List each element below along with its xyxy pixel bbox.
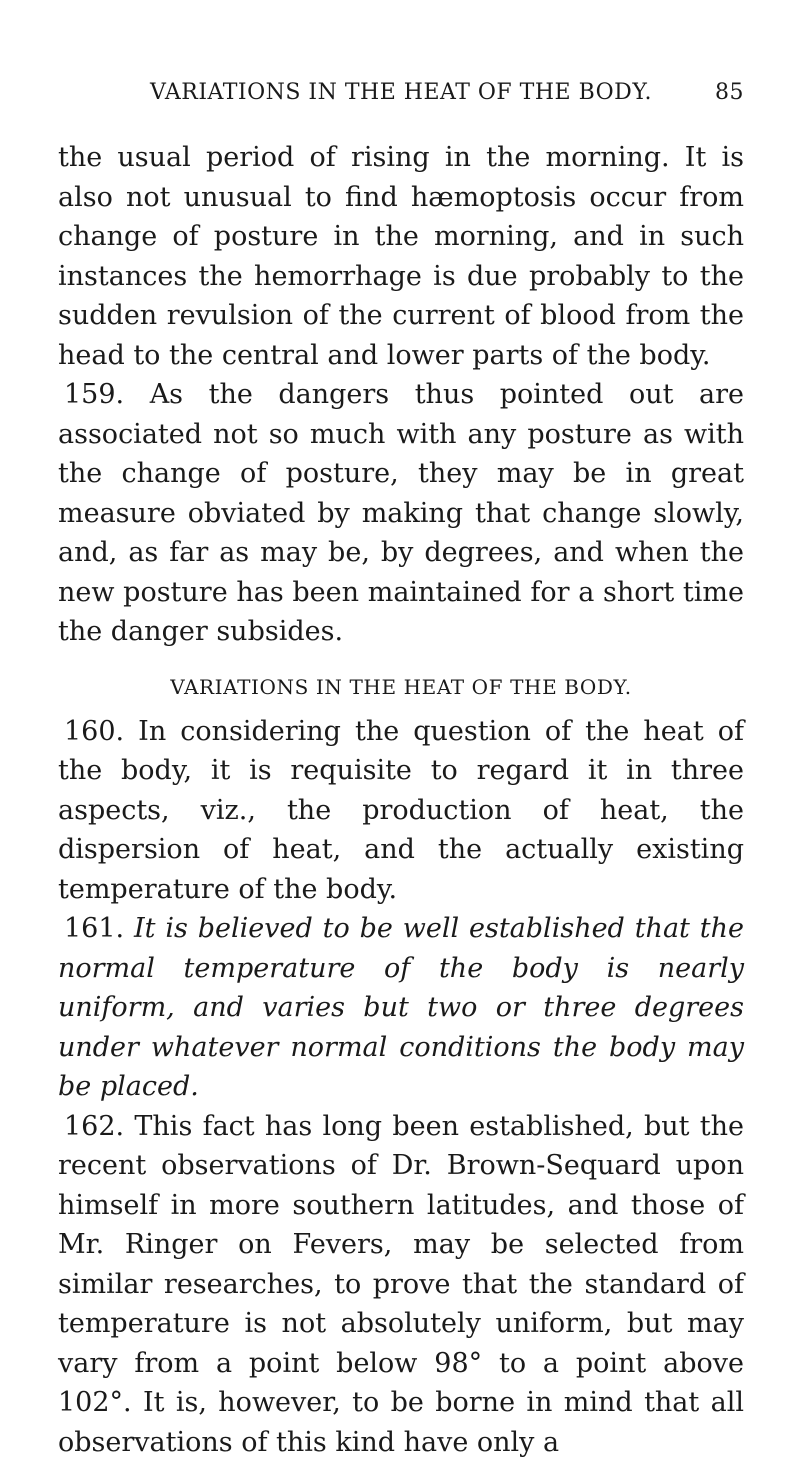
paragraph-number: 161. [64, 913, 124, 944]
paragraph-text: As the dangers thus pointed out are associated not so much with any posture as with the change of posture, they may be in great measure obviated by making that change slowly, and, as far as may be, by degrees, and when the new posture has been maintained for a short time the danger subsides. [58, 379, 744, 647]
paragraph-text: In considering the question of the heat of the body, it is requisite to regard it in three aspects, viz., the production of heat, the dispersion of heat, and the actually existing temperature of the body. [58, 716, 744, 905]
paragraph-continued: the usual period of rising in the morning. It is also not unusual to find hæmoptosis occur from change of posture in the morning, and in such instances the hemorrhage is due probably to the sudden revulsion of the current of blood from the head to the central and lower parts of the body. [58, 138, 744, 375]
page-number: 85 [715, 80, 744, 105]
paragraph-number: 160. [64, 716, 124, 747]
paragraph-162 [58, 1107, 744, 1462]
paragraph-161 [58, 909, 744, 1107]
paragraph-159 [58, 375, 744, 652]
paragraph-text: This fact has long been established, but the recent observations of Dr. Brown-Sequard upon himself in more southern latitudes, and those of Mr. Ringer on Fevers, may be selected from similar researches, to prove that the standard of temperature is not absolutely uniform, but may vary from a point below 98° to a point above 102°. It is, however, to be borne in mind that all observations of this kind have only a [58, 1111, 744, 1458]
paragraph-number: 162. [64, 1111, 124, 1142]
paragraph-text-italic: It is believed to be well established that the normal temperature of the body is nearly uniform, and varies but two or three degrees under whatever normal conditions the body may be placed. [58, 913, 744, 1102]
section-heading: VARIATIONS IN THE HEAT OF THE BODY. [58, 672, 744, 702]
running-head-title: VARIATIONS IN THE HEAT OF THE BODY. [150, 80, 652, 105]
body-text [58, 138, 744, 1462]
paragraph-160 [58, 712, 744, 910]
running-head [58, 80, 744, 105]
paragraph-number: 159. [64, 379, 124, 410]
